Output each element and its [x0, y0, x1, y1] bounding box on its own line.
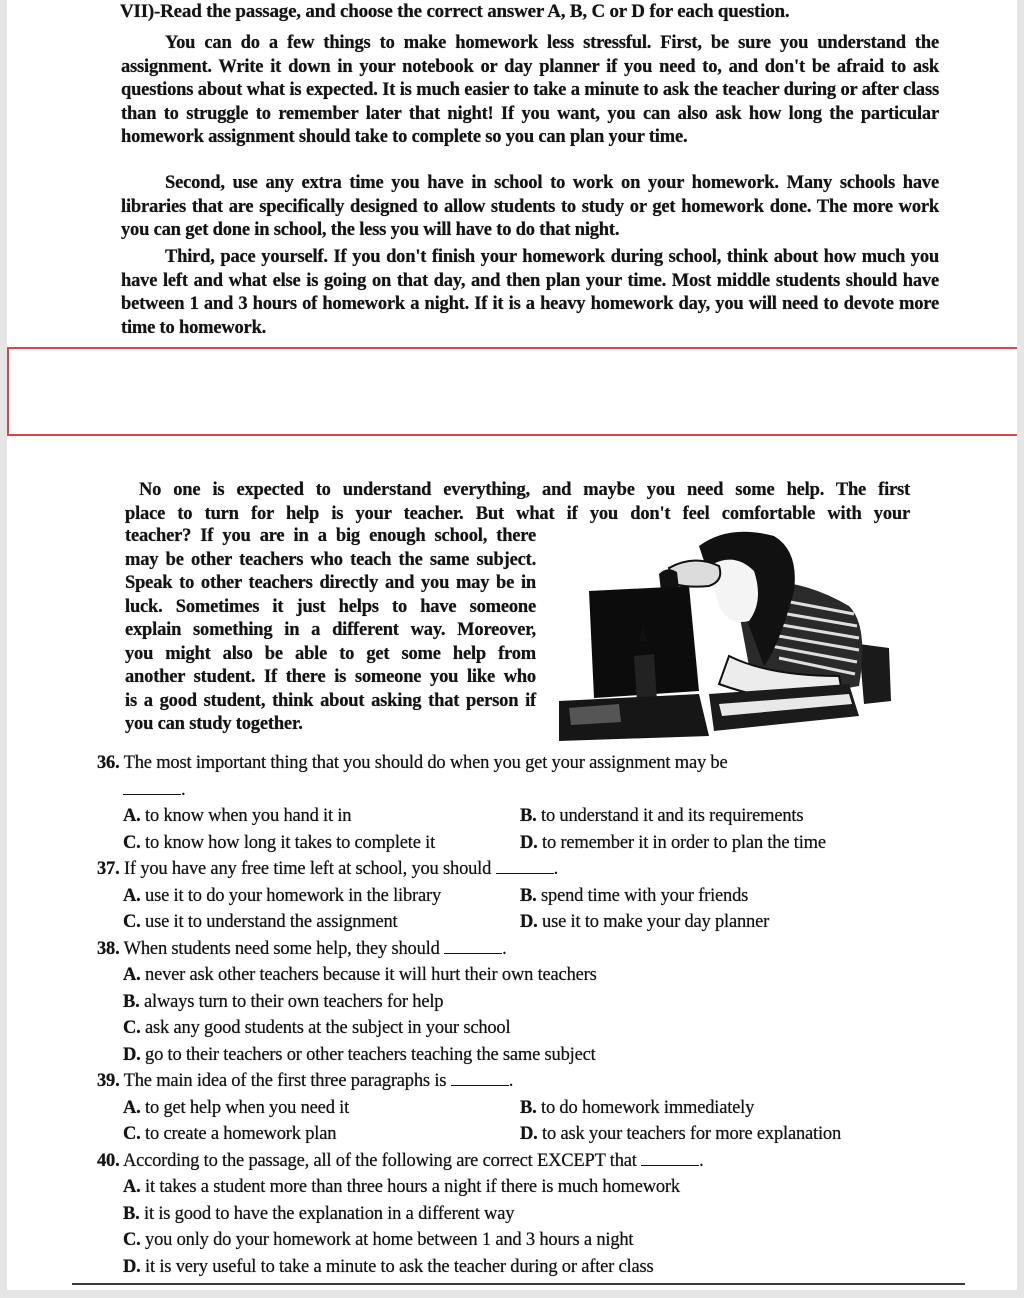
option-b[interactable] — [520, 1095, 917, 1122]
passage-paragraph-3 — [121, 246, 939, 340]
question-40 — [97, 1148, 917, 1281]
option-letter: B. — [520, 1097, 537, 1118]
option-d[interactable] — [520, 1121, 917, 1148]
section-heading: VII)-Read the passage, and choose the correct answer A, B, C or D for each question. — [120, 1, 790, 22]
options — [97, 1095, 917, 1148]
option-c[interactable] — [123, 1227, 917, 1254]
option-text: to ask your teachers for more explanation — [542, 1124, 842, 1144]
document-page — [7, 0, 1017, 1290]
options — [97, 883, 917, 936]
option-text: never ask other teachers because it will hurt their own teachers — [145, 965, 597, 985]
paragraph-line: teacher? If you are in a big enough school, there — [125, 526, 536, 546]
paragraph-line: is a good student, think about asking that person if — [125, 690, 536, 711]
option-letter: B. — [123, 1203, 140, 1224]
option-c[interactable] — [123, 1121, 520, 1148]
option-d[interactable] — [520, 909, 917, 936]
paragraph-line: explain something in a different way. Moreover, — [125, 620, 536, 640]
option-text: to create a homework plan — [145, 1124, 337, 1144]
option-b[interactable] — [123, 1201, 917, 1228]
option-b[interactable] — [520, 883, 917, 910]
passage-paragraph-1 — [121, 32, 939, 150]
options — [97, 1174, 917, 1280]
passage-paragraph-2 — [121, 172, 939, 243]
passage-paragraph-4-header — [125, 479, 910, 526]
student-laptop-illustration — [559, 526, 899, 744]
options — [97, 803, 917, 856]
option-a[interactable] — [123, 883, 520, 910]
option-text: to remember it in order to plan the time — [542, 832, 826, 853]
option-b[interactable] — [520, 803, 917, 830]
paragraph-line: another student. If there is someone you like who — [125, 667, 536, 687]
paragraph-line: you might also be able to get some help from — [125, 643, 536, 664]
option-text: it takes a student more than three hours a night if there is much homework — [145, 1177, 680, 1197]
highlight-selection-box — [7, 347, 1017, 436]
option-letter: A. — [123, 1097, 141, 1118]
question-38 — [97, 936, 917, 1069]
option-text: it is good to have the explanation in a different way — [144, 1203, 515, 1224]
option-text: you only do your homework at home between 1 and 3 hours a night — [145, 1230, 634, 1250]
option-letter: C. — [123, 1230, 141, 1250]
option-letter: D. — [123, 1044, 141, 1065]
option-letter: C. — [123, 1124, 141, 1144]
answer-blank — [496, 859, 554, 874]
option-letter: D. — [123, 1256, 141, 1277]
option-text: go to their teachers or other teachers teaching the same subject — [145, 1044, 596, 1065]
option-c[interactable] — [123, 1015, 917, 1042]
paragraph-line: No one is expected to understand everything, and maybe you need some help. The first — [139, 480, 910, 500]
option-text: to do homework immediately — [541, 1097, 755, 1118]
option-text: ask any good students at the subject in your school — [145, 1018, 511, 1038]
option-letter: B. — [520, 885, 537, 906]
options — [97, 962, 917, 1068]
question-stem: The most important thing that you should do when you get your assignment may be — [123, 753, 728, 773]
option-c[interactable] — [123, 909, 520, 936]
paragraph-text: Second, use any extra time you have in school to work on your homework. Many schools have libraries that are specifically designed to allow students to study or get homework done. The more work you can get done in school, the less you will have to do that night. — [121, 173, 939, 240]
option-c[interactable] — [123, 830, 520, 857]
question-number: 40. — [97, 1150, 120, 1171]
question-37 — [97, 856, 917, 936]
option-letter: D. — [520, 912, 538, 932]
option-b[interactable] — [123, 989, 917, 1016]
option-text: to get help when you need it — [145, 1097, 350, 1118]
option-letter: A. — [123, 885, 141, 906]
question-stem: The main idea of the first three paragraphs is — [123, 1071, 447, 1091]
option-a[interactable] — [123, 962, 917, 989]
option-a[interactable] — [123, 1095, 520, 1122]
option-letter: A. — [123, 965, 141, 985]
punctuation: . — [699, 1150, 704, 1171]
option-letter: D. — [520, 1124, 538, 1144]
question-39 — [97, 1068, 917, 1148]
option-text: to understand it and its requirements — [541, 806, 804, 826]
question-number: 39. — [97, 1071, 120, 1091]
paragraph-text: You can do a few things to make homework less stressful. First, be sure you understand the assignment. Write it down in your notebook or day planner if you need to, and don't be afraid to ask questions about what is expected. It is much easier to take a minute to ask the teacher during or after class than to struggle to remember later that night! If you want, you can also ask how long the particular homework assignment should take to complete so you can plan your time. — [121, 33, 939, 147]
answer-blank — [123, 780, 181, 795]
page-bottom-rule — [72, 1283, 965, 1285]
option-a[interactable] — [123, 1174, 917, 1201]
option-d[interactable] — [123, 1042, 917, 1069]
question-stem: When students need some help, they should — [123, 938, 440, 959]
punctuation: . — [181, 779, 186, 800]
option-text: to know when you hand it in — [145, 806, 352, 826]
punctuation: . — [553, 859, 559, 879]
question-number: 36. — [97, 753, 120, 773]
paragraph-line: may be other teachers who teach the same subject. — [125, 549, 536, 570]
option-d[interactable] — [520, 830, 917, 857]
question-stem: According to the passage, all of the following are correct EXCEPT that — [122, 1150, 637, 1171]
punctuation: . — [502, 938, 507, 959]
question-number: 38. — [97, 938, 120, 959]
question-36 — [97, 750, 917, 856]
option-text: use it to understand the assignment — [145, 912, 398, 932]
option-letter: A. — [123, 1177, 141, 1197]
option-text: spend time with your friends — [541, 885, 749, 906]
answer-blank — [444, 939, 502, 954]
option-letter: D. — [520, 832, 538, 853]
question-stem: If you have any free time left at school, you should — [123, 859, 492, 879]
question-number: 37. — [97, 859, 120, 879]
paragraph-text: Third, pace yourself. If you don't finish your homework during school, think about how much you have left and what else is going on that day, and then plan your time. Most middle students should have between 1 and 3 hours of homework a night. If it is a heavy homework day, you will need to devote more time to homework. — [121, 247, 939, 338]
option-a[interactable] — [123, 803, 520, 830]
option-text: always turn to their own teachers for help — [144, 991, 444, 1012]
answer-blank — [641, 1151, 699, 1166]
passage-paragraph-4-column — [125, 525, 536, 737]
option-letter: B. — [520, 806, 537, 826]
paragraph-line: you can study together. — [125, 714, 303, 734]
option-letter: A. — [123, 806, 141, 826]
option-text: use it to make your day planner — [542, 912, 770, 932]
paragraph-line: place to turn for help is your teacher. But what if you don't feel comfortable with your — [125, 503, 910, 524]
option-text: it is very useful to take a minute to ask the teacher during or after class — [145, 1256, 654, 1277]
questions-section — [97, 750, 917, 1280]
option-letter: C. — [123, 832, 141, 853]
option-text: use it to do your homework in the library — [145, 885, 441, 906]
option-letter: C. — [123, 912, 141, 932]
answer-blank — [451, 1071, 509, 1086]
paragraph-line: luck. Sometimes it just helps to have someone — [125, 596, 536, 617]
option-letter: C. — [123, 1018, 141, 1038]
option-d[interactable] — [123, 1254, 917, 1281]
option-text: to know how long it takes to complete it — [145, 832, 436, 853]
paragraph-line: Speak to other teachers directly and you may be in — [125, 573, 536, 593]
punctuation: . — [508, 1071, 514, 1091]
option-letter: B. — [123, 991, 140, 1012]
